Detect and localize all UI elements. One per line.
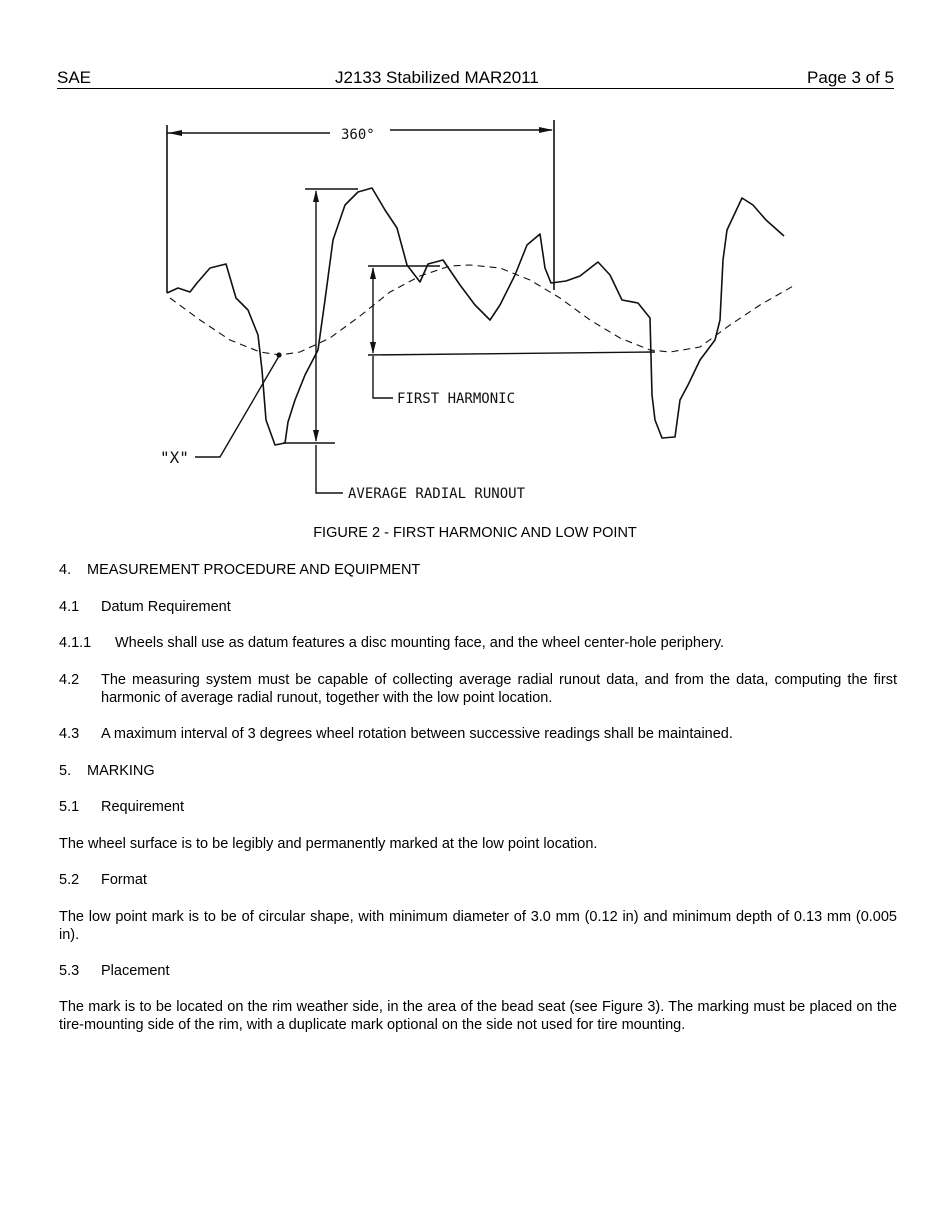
section-title: Requirement xyxy=(101,799,185,815)
section-title: Placement xyxy=(101,963,170,979)
header-page-number: Page 3 of 5 xyxy=(807,68,894,87)
page-header xyxy=(57,68,894,89)
section-4-1-1 xyxy=(59,634,897,652)
runout-leader xyxy=(316,445,343,493)
figure-caption: FIGURE 2 - FIRST HARMONIC AND LOW POINT xyxy=(313,525,637,541)
label-360-degrees: 360° xyxy=(341,127,375,143)
label-first-harmonic: FIRST HARMONIC xyxy=(397,391,516,407)
header-doc-id: J2133 Stabilized MAR2011 xyxy=(335,68,539,87)
section-title: Datum Requirement xyxy=(101,599,231,615)
header-org: SAE xyxy=(57,68,92,87)
first-harmonic-curve xyxy=(170,265,795,355)
label-average-radial-runout: AVERAGE RADIAL RUNOUT xyxy=(348,486,526,502)
harmonic-arrow-bottom xyxy=(370,342,376,354)
section-4-2 xyxy=(59,671,897,706)
section-number: 5.2 xyxy=(59,872,80,888)
section-4-3 xyxy=(59,725,897,743)
dim-360-arrow-left xyxy=(168,130,182,136)
section-title: MARKING xyxy=(87,763,155,779)
x-leader xyxy=(195,356,279,457)
section-5-heading xyxy=(59,762,155,780)
section-number: 4.1.1 xyxy=(59,635,92,651)
section-5-2-heading xyxy=(59,871,897,889)
label-low-point-x: "X" xyxy=(160,448,189,467)
section-4-heading xyxy=(59,561,421,579)
section-number: 5.3 xyxy=(59,963,80,979)
section-4-1-heading xyxy=(59,598,897,616)
section-number: 5.1 xyxy=(59,799,80,815)
paragraph-text: Wheels shall use as datum features a disc mounting face, and the wheel center-hole periphery. xyxy=(115,635,725,651)
low-point-marker xyxy=(276,352,281,357)
section-number: 4. xyxy=(59,562,72,578)
section-5-3-text: The mark is to be located on the rim weather side, in the area of the bead seat (see Figure 3). The marking must be placed on the tire-mounting side of the rim, with a duplicate mark optional on the side not used for tire mounting. xyxy=(59,999,897,1033)
section-5-3-heading xyxy=(59,962,897,980)
runout-arrow-top xyxy=(313,190,319,202)
section-title: Format xyxy=(101,872,147,888)
section-number: 5. xyxy=(59,763,72,779)
section-5-1-text: The wheel surface is to be legibly and permanently marked at the low point location. xyxy=(59,836,598,852)
dim-360-arrow-right xyxy=(539,127,553,133)
section-number: 4.2 xyxy=(59,672,80,688)
section-5-2-text: The low point mark is to be of circular shape, with minimum diameter of 3.0 mm (0.12 in) and minimum depth of 0.13 mm (0.005 in). xyxy=(59,909,897,943)
harmonic-bottom-line xyxy=(368,352,655,355)
section-title: MEASUREMENT PROCEDURE AND EQUIPMENT xyxy=(87,562,421,578)
harmonic-arrow-top xyxy=(370,267,376,279)
harmonic-leader xyxy=(373,356,393,398)
paragraph-text: The measuring system must be capable of collecting average radial runout data, and from the data, computing the first harmonic of average radial runout, together with the low point location. xyxy=(101,672,897,706)
section-number: 4.3 xyxy=(59,726,80,742)
section-5-1-heading xyxy=(59,798,897,816)
figure-first-harmonic-low-point xyxy=(0,110,950,510)
section-number: 4.1 xyxy=(59,599,80,615)
runout-arrow-bottom xyxy=(313,430,319,442)
paragraph-text: A maximum interval of 3 degrees wheel rotation between successive readings shall be maintained. xyxy=(101,726,733,742)
